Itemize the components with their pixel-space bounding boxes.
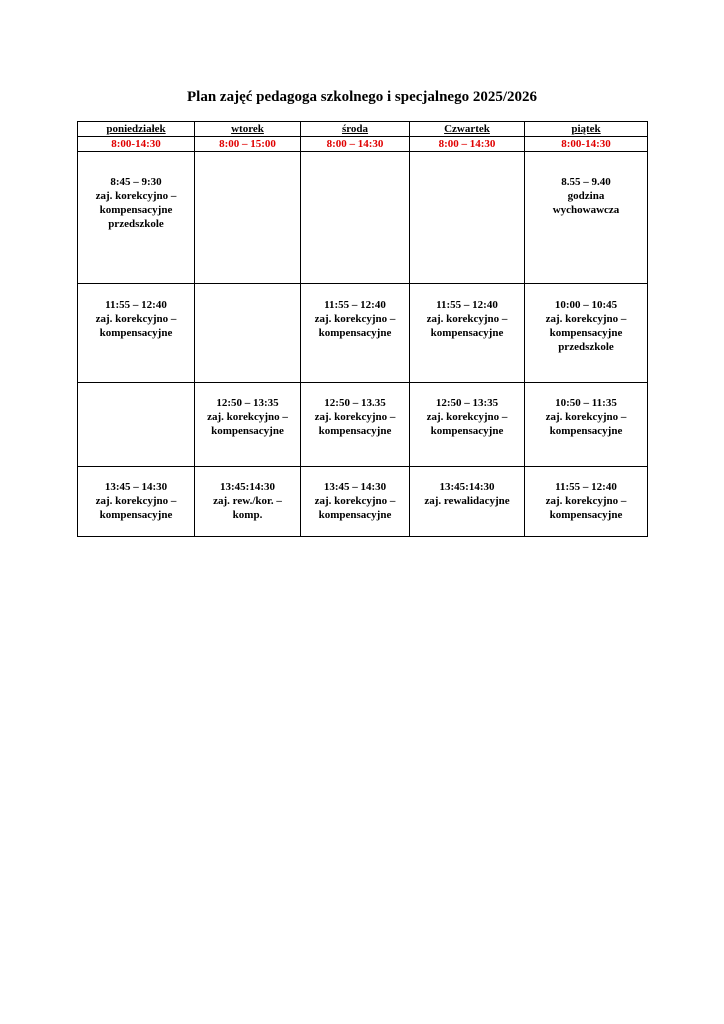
session-cell-thursday <box>410 383 525 467</box>
session-cell-monday <box>78 152 195 284</box>
day-label: środa <box>341 123 369 135</box>
session-line: kompensacyjne <box>430 425 504 437</box>
session-line: kompensacyjne <box>549 509 623 521</box>
session-line: kompensacyjne <box>211 425 284 437</box>
session-time: 12:50 – 13.35 <box>324 397 386 409</box>
session-time: 13:45 – 14:30 <box>323 481 387 493</box>
session-cell-tuesday <box>195 284 301 383</box>
session-cell-friday <box>525 152 648 284</box>
session-line: zaj. korekcyjno – <box>314 411 396 423</box>
slot-row <box>78 383 648 467</box>
session-line: zaj. korekcyjno – <box>314 313 396 325</box>
session-line: kompensacyjne <box>430 327 504 339</box>
hours-cell-tuesday <box>195 137 301 152</box>
session-line: kompensacyjne <box>549 327 623 339</box>
session-cell-thursday <box>410 152 525 284</box>
hours-cell-thursday <box>410 137 525 152</box>
session-line: komp. <box>232 509 263 521</box>
slot-row <box>78 284 648 383</box>
day-header-monday <box>78 122 195 137</box>
slot-row <box>78 152 648 284</box>
hours-cell-monday <box>78 137 195 152</box>
session-line: zaj. korekcyjno – <box>545 495 627 507</box>
session-line: zaj. rewalidacyjne <box>424 495 510 507</box>
hours-cell-friday <box>525 137 648 152</box>
session-time: 10:50 – 11:35 <box>555 397 617 409</box>
schedule-table <box>77 121 648 537</box>
session-line: zaj. korekcyjno – <box>545 313 627 325</box>
session-cell-monday <box>78 467 195 537</box>
hours-cell-wednesday <box>301 137 410 152</box>
session-line: zaj. rew./kor. – <box>213 495 282 507</box>
session-cell-tuesday <box>195 383 301 467</box>
working-hours: 8:00 – 14:30 <box>326 138 384 150</box>
slot-row <box>78 467 648 537</box>
session-time: 11:55 – 12:40 <box>555 481 617 493</box>
session-line: wychowawcza <box>552 204 620 216</box>
session-cell-friday <box>525 383 648 467</box>
session-time: 13:45:14:30 <box>439 481 495 493</box>
day-label: poniedziałek <box>106 123 166 135</box>
session-cell-wednesday <box>301 284 410 383</box>
session-cell-tuesday <box>195 467 301 537</box>
session-line: zaj. korekcyjno – <box>426 411 508 423</box>
session-line: zaj. korekcyjno – <box>95 190 177 202</box>
session-cell-friday <box>525 284 648 383</box>
session-line: zaj. korekcyjno – <box>95 313 177 325</box>
session-line: zaj. korekcyjno – <box>314 495 396 507</box>
session-line: zaj. korekcyjno – <box>545 411 627 423</box>
session-time: 11:55 – 12:40 <box>324 299 386 311</box>
day-header-thursday <box>410 122 525 137</box>
day-label: Czwartek <box>444 123 490 135</box>
day-label: piątek <box>571 123 601 135</box>
session-cell-monday <box>78 284 195 383</box>
working-hours: 8:00 – 14:30 <box>438 138 496 150</box>
working-hours-row <box>78 137 648 152</box>
session-time: 12:50 – 13:35 <box>216 397 279 409</box>
working-hours: 8:00-14:30 <box>561 138 611 150</box>
session-line: kompensacyjne <box>99 327 173 339</box>
session-cell-thursday <box>410 284 525 383</box>
session-line: przedszkole <box>558 341 614 353</box>
session-time: 13:45:14:30 <box>220 481 275 493</box>
session-line: kompensacyjne <box>318 425 392 437</box>
session-time: 8:45 – 9:30 <box>110 176 162 188</box>
session-cell-wednesday <box>301 383 410 467</box>
session-cell-wednesday <box>301 152 410 284</box>
session-time: 11:55 – 12:40 <box>105 299 167 311</box>
session-time: 10:00 – 10:45 <box>554 299 618 311</box>
session-line: kompensacyjne <box>318 509 392 521</box>
session-line: zaj. korekcyjno – <box>207 411 288 423</box>
session-line: zaj. korekcyjno – <box>426 313 508 325</box>
session-time: 11:55 – 12:40 <box>436 299 498 311</box>
session-time: 13:45 – 14:30 <box>104 481 168 493</box>
session-cell-monday <box>78 383 195 467</box>
working-hours: 8:00 – 15:00 <box>219 138 276 150</box>
session-line: kompensacyjne <box>549 425 623 437</box>
working-hours: 8:00-14:30 <box>111 138 161 150</box>
session-line: kompensacyjne <box>99 509 173 521</box>
session-cell-tuesday <box>195 152 301 284</box>
page-title: Plan zajęć pedagoga szkolnego i specjalnego 2025/2026 <box>187 89 537 105</box>
session-line: zaj. korekcyjno – <box>95 495 177 507</box>
session-line: przedszkole <box>108 218 164 230</box>
session-cell-wednesday <box>301 467 410 537</box>
day-header-wednesday <box>301 122 410 137</box>
session-line: godzina <box>567 190 605 202</box>
session-line: kompensacyjne <box>318 327 392 339</box>
session-cell-friday <box>525 467 648 537</box>
session-line: kompensacyjne <box>99 204 173 216</box>
day-header-friday <box>525 122 648 137</box>
session-cell-thursday <box>410 467 525 537</box>
day-label: wtorek <box>231 123 264 135</box>
day-header-tuesday <box>195 122 301 137</box>
day-header-row <box>78 122 648 137</box>
session-time: 12:50 – 13:35 <box>435 397 499 409</box>
session-time: 8.55 – 9.40 <box>561 176 611 188</box>
